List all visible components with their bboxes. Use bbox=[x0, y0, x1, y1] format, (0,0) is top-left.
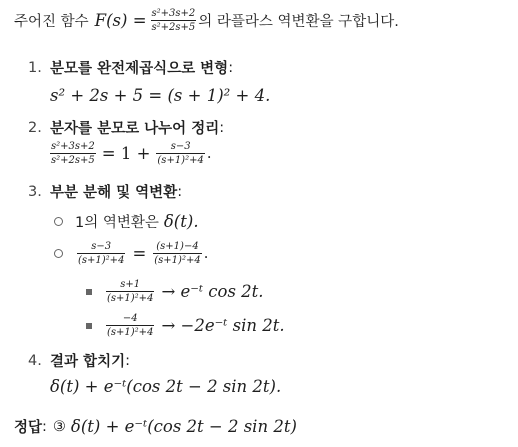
step-3-sub-2 bbox=[54, 241, 208, 266]
step-3-bullet-1-denominator: (s+1)²+4 bbox=[107, 293, 154, 304]
step-2-middle: = 1 + bbox=[101, 144, 151, 163]
answer-line bbox=[14, 416, 297, 437]
step-3-sub-2-lhs-numerator: s−3 bbox=[91, 241, 112, 252]
intro-function: F(s) = bbox=[94, 11, 147, 30]
step-2-lhs-numerator: s²+3s+2 bbox=[51, 141, 95, 152]
step-2-heading bbox=[28, 117, 224, 138]
step-3-bullet-2-numerator: −4 bbox=[122, 313, 138, 324]
answer-equation: δ(t) + e⁻ᵗ(cos 2t − 2 sin 2t) bbox=[70, 417, 297, 436]
step-2-rhs-fraction bbox=[156, 141, 204, 166]
step-3-bullet-2-denominator: (s+1)²+4 bbox=[107, 327, 154, 338]
step-4-heading bbox=[28, 350, 130, 371]
step-1-heading bbox=[28, 57, 233, 78]
step-3-sub-1-math: δ(t). bbox=[163, 212, 199, 231]
step-3-sub-2-lhs-fraction bbox=[77, 241, 125, 266]
circle-bullet-icon bbox=[54, 249, 63, 258]
step-3-bullet-2-fraction bbox=[106, 313, 154, 338]
square-bullet-icon bbox=[86, 289, 92, 295]
step-2-lhs-denominator: s²+2s+5 bbox=[51, 155, 95, 166]
step-3-sub-2-lhs-denominator: (s+1)²+4 bbox=[78, 255, 125, 266]
step-3-colon: : bbox=[177, 183, 183, 200]
step-3-bullet-1 bbox=[86, 279, 264, 304]
step-2-equation bbox=[48, 141, 211, 166]
step-3-heading bbox=[28, 181, 182, 202]
fraction-bar bbox=[50, 153, 96, 154]
fraction-bar bbox=[156, 153, 204, 154]
fraction-bar bbox=[151, 20, 197, 21]
step-3-sub-2-rhs-numerator: (s+1)−4 bbox=[156, 241, 199, 252]
intro-fraction bbox=[151, 8, 197, 33]
fraction-bar bbox=[77, 253, 125, 254]
intro-text-before: 주어진 함수 bbox=[14, 14, 89, 30]
step-3-sub-1 bbox=[54, 211, 199, 232]
step-1-colon: : bbox=[228, 59, 234, 76]
step-3-sub-2-equals: = bbox=[132, 244, 147, 263]
fraction-bar bbox=[106, 325, 154, 326]
intro-frac-numerator: s²+3s+2 bbox=[151, 8, 196, 19]
step-3-bullet-2 bbox=[86, 313, 285, 338]
circle-bullet-icon bbox=[54, 217, 63, 226]
fraction-bar bbox=[106, 291, 154, 292]
step-1-title: 분모를 완전제곱식으로 변형 bbox=[50, 61, 229, 77]
step-2-rhs-denominator: (s+1)²+4 bbox=[157, 155, 204, 166]
step-4-title: 결과 합치기 bbox=[50, 354, 126, 370]
step-3-sub-2-rhs-denominator: (s+1)²+4 bbox=[154, 255, 201, 266]
square-bullet-icon bbox=[86, 323, 92, 329]
intro-line bbox=[14, 8, 399, 33]
fraction-bar bbox=[153, 253, 201, 254]
step-4-equation: δ(t) + e⁻ᵗ(cos 2t − 2 sin 2t). bbox=[50, 377, 282, 396]
step-2-title: 분자를 분모로 나누어 정리 bbox=[50, 121, 220, 137]
step-3-bullet-1-fraction bbox=[106, 279, 154, 304]
answer-label: 정답 bbox=[14, 420, 43, 436]
answer-choice-number: ③ bbox=[52, 418, 66, 435]
step-1-number: 1. bbox=[28, 59, 42, 76]
step-2-number: 2. bbox=[28, 119, 42, 136]
step-2-end: . bbox=[206, 145, 212, 162]
answer-colon: : bbox=[42, 418, 47, 435]
step-4-number: 4. bbox=[28, 352, 42, 369]
step-3-sub-2-end: . bbox=[203, 245, 209, 262]
step-3-sub-1-text: 1의 역변환은 bbox=[75, 215, 159, 231]
step-2-colon: : bbox=[219, 119, 225, 136]
step-3-number: 3. bbox=[28, 183, 42, 200]
step-3-bullet-2-result: → −2e⁻ᵗ sin 2t. bbox=[161, 316, 285, 335]
step-2-lhs-fraction bbox=[50, 141, 96, 166]
intro-text-after: 의 라플라스 역변환을 구합니다. bbox=[198, 14, 399, 30]
step-1-equation: s² + 2s + 5 = (s + 1)² + 4. bbox=[50, 86, 271, 105]
step-3-title: 부분 분해 및 역변환 bbox=[50, 185, 178, 201]
step-3-bullet-1-numerator: s+1 bbox=[120, 279, 141, 290]
step-3-sub-2-rhs-fraction bbox=[153, 241, 201, 266]
step-3-bullet-1-result: → e⁻ᵗ cos 2t. bbox=[161, 282, 264, 301]
step-2-rhs-numerator: s−3 bbox=[170, 141, 191, 152]
intro-frac-denominator: s²+2s+5 bbox=[151, 22, 196, 33]
step-4-colon: : bbox=[125, 352, 130, 369]
